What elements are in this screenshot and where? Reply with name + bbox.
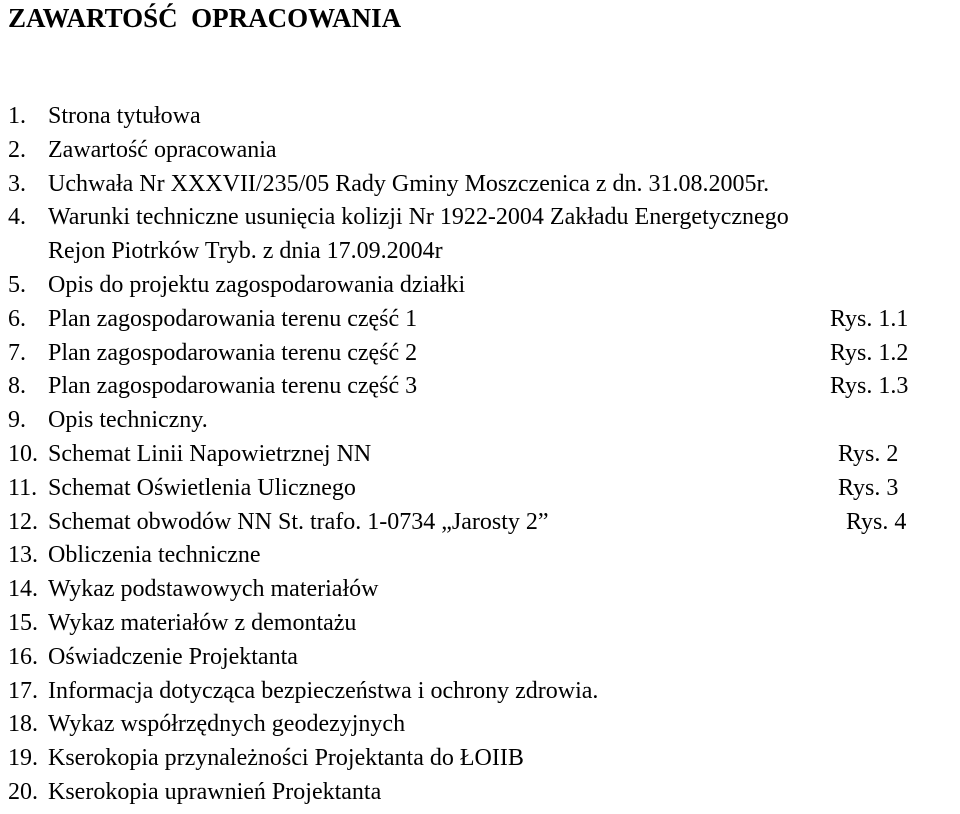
toc-item-text: Kserokopia przynależności Projektanta do ŁOIIB xyxy=(48,745,524,772)
toc-item-9 xyxy=(8,404,958,438)
toc-item-text: Wykaz materiałów z demontażu xyxy=(48,609,357,636)
toc-item-number: 11. xyxy=(8,474,38,501)
toc-item-number: 18. xyxy=(8,711,38,738)
toc-item-text: Schemat Linii Napowietrznej NN xyxy=(48,440,372,467)
toc-item-18 xyxy=(8,708,958,742)
toc-item-4-continuation xyxy=(8,235,958,269)
toc-item-text: Zawartość opracowania xyxy=(48,136,277,163)
toc-item-text: Plan zagospodarowania terenu część 1 xyxy=(48,305,418,332)
toc-item-8 xyxy=(8,370,958,404)
toc-item-figure-ref: Rys. 2 xyxy=(838,440,899,467)
toc-item-12 xyxy=(8,506,958,540)
toc-item-text: Opis techniczny. xyxy=(48,407,208,434)
toc-item-19 xyxy=(8,742,958,776)
toc-item-number: 3. xyxy=(8,170,26,197)
toc-item-11 xyxy=(8,472,958,506)
toc-item-text: Wykaz podstawowych materiałów xyxy=(48,576,379,603)
toc-item-figure-ref: Rys. 1.1 xyxy=(830,305,909,332)
document-title: ZAWARTOŚĆ OPRACOWANIA xyxy=(8,3,402,33)
toc-item-number: 12. xyxy=(8,508,38,535)
toc-item-number: 8. xyxy=(8,373,26,400)
toc-item-text-continuation: Rejon Piotrków Tryb. z dnia 17.09.2004r xyxy=(48,238,443,265)
toc-item-number: 2. xyxy=(8,136,26,163)
toc-item-text: Schemat Oświetlenia Ulicznego xyxy=(48,474,356,501)
toc-item-figure-ref: Rys. 3 xyxy=(838,474,899,501)
toc-item-text: Opis do projektu zagospodarowania działki xyxy=(48,271,466,298)
toc-item-number: 15. xyxy=(8,609,38,636)
toc-item-6 xyxy=(8,303,958,337)
toc-item-number: 10. xyxy=(8,440,38,467)
toc-item-text: Warunki techniczne usunięcia kolizji Nr 1922-2004 Zakładu Energetycznego xyxy=(48,204,789,231)
toc-item-number: 14. xyxy=(8,576,38,603)
toc-item-text: Obliczenia techniczne xyxy=(48,542,261,569)
toc-item-figure-ref: Rys. 1.2 xyxy=(830,339,909,366)
toc-item-13 xyxy=(8,539,958,573)
table-of-contents xyxy=(8,100,958,810)
toc-item-figure-ref: Rys. 4 xyxy=(846,508,907,535)
toc-item-3 xyxy=(8,168,958,202)
toc-item-text: Wykaz współrzędnych geodezyjnych xyxy=(48,711,406,738)
toc-item-text: Plan zagospodarowania terenu część 3 xyxy=(48,373,418,400)
toc-item-text: Oświadczenie Projektanta xyxy=(48,643,298,670)
toc-item-figure-ref: Rys. 1.3 xyxy=(830,373,909,400)
toc-item-number: 1. xyxy=(8,103,26,129)
toc-item-number: 4. xyxy=(8,204,26,231)
toc-item-text: Informacja dotycząca bezpieczeństwa i ochrony zdrowia. xyxy=(48,677,599,704)
toc-item-number: 5. xyxy=(8,271,26,298)
toc-item-number: 20. xyxy=(8,778,38,805)
toc-item-7 xyxy=(8,337,958,371)
toc-item-14 xyxy=(8,573,958,607)
toc-item-text: Kserokopia uprawnień Projektanta xyxy=(48,778,382,805)
toc-item-2 xyxy=(8,134,958,168)
toc-item-20 xyxy=(8,776,958,810)
toc-item-number: 13. xyxy=(8,542,38,569)
toc-item-4 xyxy=(8,201,958,235)
toc-item-17 xyxy=(8,675,958,709)
toc-item-1 xyxy=(8,100,958,134)
toc-item-number: 16. xyxy=(8,643,38,670)
toc-item-number: 9. xyxy=(8,407,26,434)
toc-item-15 xyxy=(8,607,958,641)
toc-item-number: 7. xyxy=(8,339,26,366)
toc-item-number: 6. xyxy=(8,305,26,332)
toc-item-16 xyxy=(8,641,958,675)
toc-item-text: Strona tytułowa xyxy=(48,103,201,129)
toc-item-number: 19. xyxy=(8,745,38,772)
toc-item-text: Uchwała Nr XXXVII/235/05 Rady Gminy Moszczenica z dn. 31.08.2005r. xyxy=(48,170,770,197)
toc-item-text: Schemat obwodów NN St. trafo. 1-0734 „Jarosty 2” xyxy=(48,508,549,535)
toc-item-number: 17. xyxy=(8,677,38,704)
toc-item-5 xyxy=(8,269,958,303)
toc-item-10 xyxy=(8,438,958,472)
toc-item-text: Plan zagospodarowania terenu część 2 xyxy=(48,339,418,366)
